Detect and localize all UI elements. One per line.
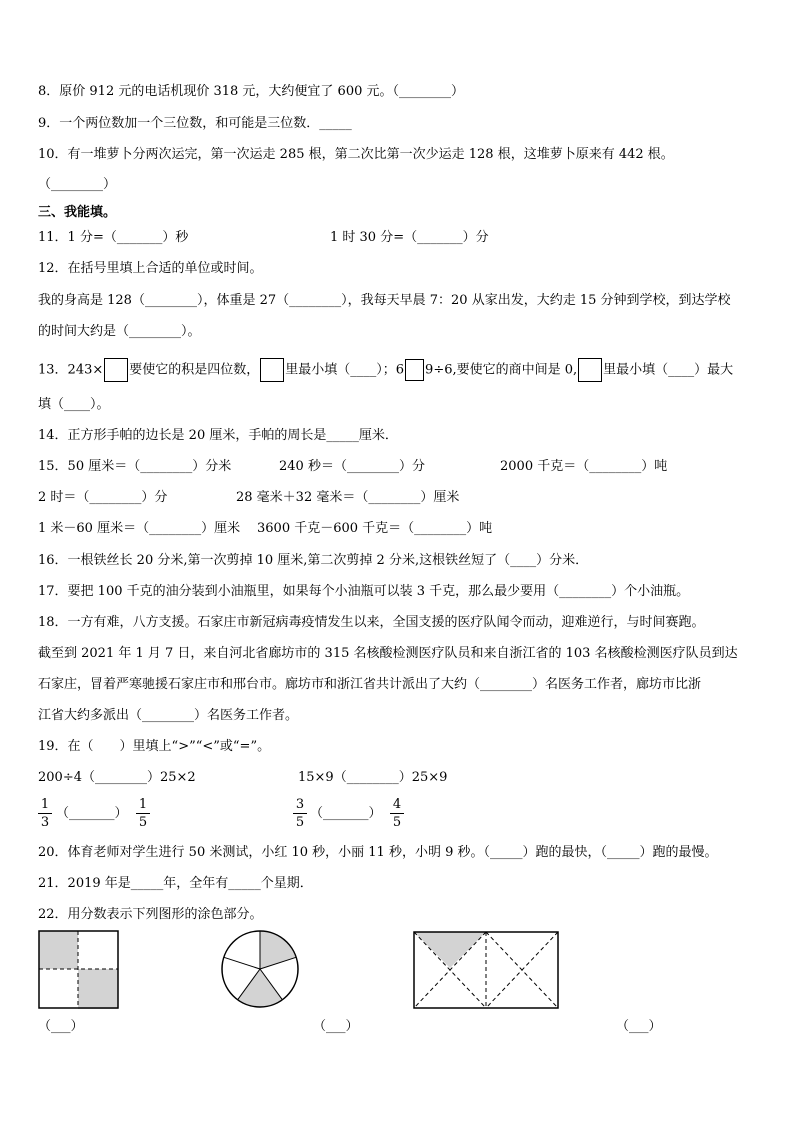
q15-c: 2000 千克＝（________）吨 xyxy=(500,459,668,474)
q13-box-2[interactable] xyxy=(260,358,284,382)
figure-circle xyxy=(219,928,301,1010)
q20: 20．体育老师对学生进行 50 米测试，小红 10 秒，小丽 11 秒，小明 9 秒。（_____）跑的最快，（_____）跑的最慢。 xyxy=(38,845,718,860)
q10: 10．有一堆萝卜分两次运完，第一次运走 285 根，第二次比第一次少运走 128 根，这堆萝卜原来有 442 根。 xyxy=(38,147,674,162)
q13-part-a: 13．243× xyxy=(38,362,104,378)
figure-3-answer[interactable]: （___） xyxy=(616,1019,662,1034)
figure-2-answer[interactable]: （___） xyxy=(313,1019,359,1034)
q12: 12．在括号里填上合适的单位或时间。 xyxy=(38,261,263,276)
q19-blank-1[interactable]: （_______） xyxy=(56,806,128,821)
q9: 9．一个两位数加一个三位数，和可能是三位数．_____ xyxy=(38,116,352,131)
square-shaded-top-left xyxy=(39,931,78,969)
fraction-1-denominator: 3 xyxy=(40,815,50,830)
q11-left: 11．1 分=（_______）秒 xyxy=(38,230,189,245)
q19-b: 15×9（________）25×9 xyxy=(298,770,448,785)
q15-a: 15．50 厘米＝（________）分米 xyxy=(38,459,232,474)
fraction-1-numerator: 1 xyxy=(40,797,50,812)
q10-answer-blank[interactable]: （________） xyxy=(38,177,117,192)
figure-rectangle xyxy=(412,930,562,1010)
q18-line1: 18．一方有难，八方支援。石家庄市新冠病毒疫情发生以来，全国支援的医疗队闻令而动，迎难逆行，与时间赛跑。 xyxy=(38,615,705,630)
figure-1-answer[interactable]: （___） xyxy=(38,1019,84,1034)
q13-box-1[interactable] xyxy=(104,358,128,382)
q13-box-3[interactable] xyxy=(405,359,424,381)
q17: 17．要把 100 千克的油分装到小油瓶里，如果每个小油瓶可以装 3 千克，那么最少要用（________）个小油瓶。 xyxy=(38,584,690,599)
q19: 19．在（ ）里填上“>”“<”或“=”。 xyxy=(38,739,271,754)
fraction-3 xyxy=(293,797,307,830)
q13-part-c: 里最小填（____）；6 xyxy=(285,362,405,378)
fraction-4-denominator: 5 xyxy=(392,815,402,830)
q19-a: 200÷4（________）25×2 xyxy=(38,770,196,785)
fraction-2-denominator: 5 xyxy=(138,815,148,830)
figure-square xyxy=(38,930,120,1010)
q12-line2: 的时间大约是（________）。 xyxy=(38,324,201,339)
q18-line4: 江省大约多派出（________）名医务工作者。 xyxy=(38,708,299,723)
q15-d: 2 时＝（________）分 xyxy=(38,490,168,505)
q22: 22．用分数表示下列图形的涂色部分。 xyxy=(38,907,263,922)
fraction-1 xyxy=(38,797,52,830)
q13-box-4[interactable] xyxy=(578,358,602,382)
q11-right: 1 时 30 分=（_______）分 xyxy=(330,230,489,245)
q15-b: 240 秒＝（________）分 xyxy=(279,459,425,474)
square-shaded-bottom-right xyxy=(78,969,118,1009)
q15-e: 28 毫米＋32 毫米＝（________）厘米 xyxy=(236,490,460,505)
q19-blank-2[interactable]: （_______） xyxy=(310,806,382,821)
q18-line3: 石家庄，冒着严寒驰援石家庄市和邢台市。廊坊市和浙江省共计派出了大约（________）名医务工作者，廊坊市比浙 xyxy=(38,677,702,692)
fraction-4 xyxy=(390,797,404,830)
q12-line1: 我的身高是 128（________），体重是 27（________），我每天早晨 7：20 从家出发，大约走 15 分钟到学校，到达学校 xyxy=(38,293,731,308)
q15-f: 1 米－60 厘米＝（________）厘米 xyxy=(38,521,241,536)
q13 xyxy=(38,358,733,383)
q13-part-e: 里最小填（____）最大 xyxy=(603,362,734,378)
q14: 14．正方形手帕的边长是 20 厘米，手帕的周长是_____厘米． xyxy=(38,428,398,443)
q21: 21．2019 年是_____年，全年有_____个星期． xyxy=(38,876,313,891)
fraction-2-numerator: 1 xyxy=(138,797,148,812)
q15-g: 3600 千克－600 千克＝（________）吨 xyxy=(257,521,493,536)
q16: 16．一根铁丝长 20 分米,第一次剪掉 10 厘米,第二次剪掉 2 分米,这根铁丝短了（____）分米． xyxy=(38,553,589,568)
q13-line2: 填（____）。 xyxy=(38,397,110,412)
fraction-4-numerator: 4 xyxy=(392,797,402,812)
fraction-3-denominator: 5 xyxy=(295,815,305,830)
rectangle-shaded-triangle xyxy=(414,932,486,968)
q13-part-b: 要使它的积是四位数， xyxy=(129,362,260,378)
circle-shaded-sector-2 xyxy=(238,969,283,1007)
fraction-2 xyxy=(136,797,150,830)
fraction-3-numerator: 3 xyxy=(295,797,305,812)
q8: 8．原价 912 元的电话机现价 318 元，大约便宜了 600 元。（________） xyxy=(38,84,465,99)
q18-line2: 截至到 2021 年 1 月 7 日，来自河北省廊坊市的 315 名核酸检测医疗队员和来自浙江省的 103 名核酸检测医疗队员到达 xyxy=(38,646,738,661)
q13-part-d: 9÷6,要使它的商中间是 0, xyxy=(425,362,578,378)
section-title: 三、我能填。 xyxy=(38,205,117,220)
